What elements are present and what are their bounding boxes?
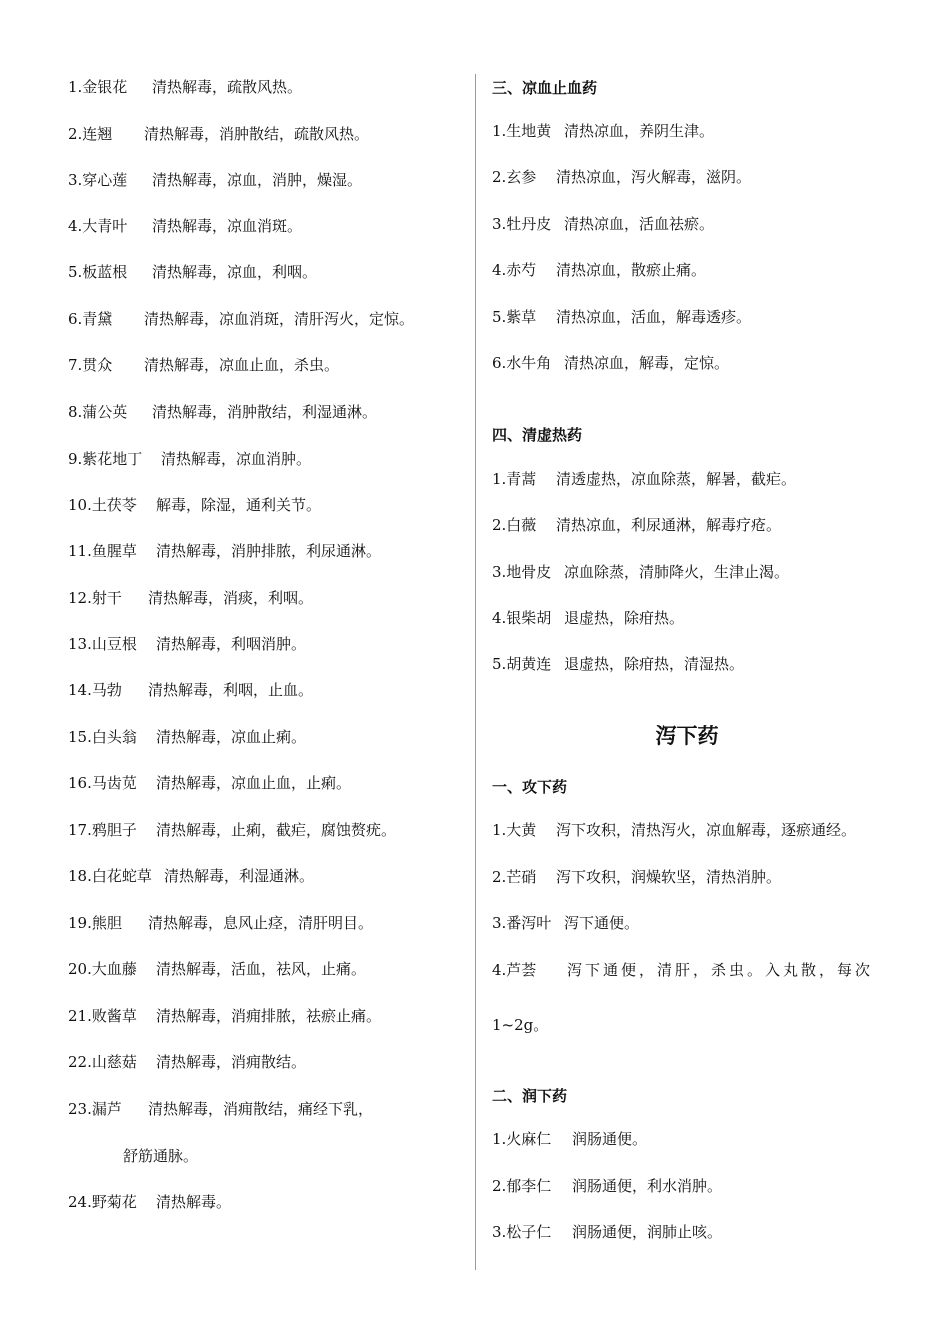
herb-effect: 凉血除蒸，清肺降火，生津止渴。 <box>564 563 790 581</box>
list-item <box>492 1176 722 1196</box>
herb-effect: 清热解毒，凉血，利咽。 <box>152 263 318 281</box>
herb-name: 5.板蓝根 <box>68 263 128 281</box>
herb-name: 13.山豆根 <box>68 635 137 653</box>
herb-name: 3.番泻叶 <box>492 914 552 932</box>
herb-name: 20.大血藤 <box>68 960 137 978</box>
herb-effect: 清热解毒，消肿排脓，利尿通淋。 <box>156 542 382 560</box>
herb-effect: 泻下攻积，润燥软坚，清热消肿。 <box>556 868 782 886</box>
herb-name: 4.大青叶 <box>68 217 128 235</box>
section-heading: 三、凉血止血药 <box>492 79 598 97</box>
list-item <box>492 867 781 887</box>
list-item <box>68 449 311 469</box>
list-item <box>492 960 873 980</box>
herb-name: 17.鸦胆子 <box>68 821 137 839</box>
list-item <box>68 216 302 236</box>
list-item <box>68 634 306 654</box>
list-item <box>492 654 744 674</box>
herb-effect: 清热解毒，消肿散结，利湿通淋。 <box>152 403 378 421</box>
herb-effect: 清热解毒，消痈散结，痛经下乳， <box>148 1100 374 1118</box>
herb-effect: 润肠通便。 <box>572 1130 648 1148</box>
herb-name: 8.蒲公英 <box>68 403 128 421</box>
herb-effect: 清热解毒，凉血消斑。 <box>152 217 303 235</box>
herb-effect: 清热解毒，凉血止血，杀虫。 <box>144 356 340 374</box>
section-heading: 二、润下药 <box>492 1087 568 1105</box>
herb-name: 1.青蒿 <box>492 470 537 488</box>
herb-name: 16.马齿苋 <box>68 774 137 792</box>
herb-name: 4.芦荟 <box>492 961 537 979</box>
herb-name: 22.山慈菇 <box>68 1053 137 1071</box>
herb-name: 3.穿心莲 <box>68 171 128 189</box>
herb-effect: 润肠通便，利水消肿。 <box>572 1177 723 1195</box>
herb-effect: 泻下通便，清肝，杀虫。入丸散，每次 <box>567 961 874 979</box>
herb-name: 2.连翘 <box>68 125 113 143</box>
list-item <box>68 1006 381 1026</box>
herb-effect: 清热凉血，养阴生津。 <box>564 122 715 140</box>
chapter-title: 泻下药 <box>655 724 719 748</box>
herb-effect: 清热解毒，凉血止痢。 <box>156 728 307 746</box>
herb-name: 3.松子仁 <box>492 1223 552 1241</box>
list-item <box>492 167 751 187</box>
herb-name: 11.鱼腥草 <box>68 542 137 560</box>
herb-effect: 润肠通便，润肺止咳。 <box>572 1223 723 1241</box>
list-item <box>68 495 321 515</box>
herb-effect: 退虚热，除疳热。 <box>564 609 685 627</box>
herb-name: 1.火麻仁 <box>492 1130 552 1148</box>
herb-effect: 清透虚热，凉血除蒸，解暑，截疟。 <box>556 470 797 488</box>
herb-name: 5.胡黄连 <box>492 655 552 673</box>
herb-effect: 清热凉血，活血祛瘀。 <box>564 215 715 233</box>
herb-name: 5.紫草 <box>492 308 537 326</box>
list-item-continuation <box>492 1015 548 1035</box>
herb-effect: 解毒，除湿，通利关节。 <box>156 496 322 514</box>
herb-effect: 清热解毒，疏散风热。 <box>152 78 303 96</box>
list-item <box>492 608 684 628</box>
list-item <box>492 1129 647 1149</box>
herb-name: 14.马勃 <box>68 681 122 699</box>
list-item <box>68 170 362 190</box>
list-item <box>492 353 729 373</box>
herb-effect: 舒筋通脉。 <box>123 1147 199 1165</box>
herb-name: 23.漏芦 <box>68 1100 122 1118</box>
herb-effect: 1~2g。 <box>492 1016 549 1034</box>
list-item <box>68 773 351 793</box>
list-item <box>492 260 706 280</box>
list-item <box>68 309 414 329</box>
herb-name: 1.大黄 <box>492 821 537 839</box>
herb-name: 6.青黛 <box>68 310 113 328</box>
list-item <box>492 820 856 840</box>
herb-name: 3.地骨皮 <box>492 563 552 581</box>
list-item <box>492 121 714 141</box>
list-item <box>68 262 317 282</box>
herb-effect: 清热解毒，利咽，止血。 <box>148 681 314 699</box>
herb-name: 2.芒硝 <box>492 868 537 886</box>
list-item <box>68 820 396 840</box>
herb-effect: 清热解毒，利湿通淋。 <box>164 867 315 885</box>
list-item-continuation <box>68 1146 198 1166</box>
herb-name: 19.熊胆 <box>68 914 122 932</box>
list-item <box>68 355 339 375</box>
herb-effect: 清热解毒，活血，祛风，止痛。 <box>156 960 367 978</box>
list-item <box>68 77 302 97</box>
herb-effect: 清热凉血，活血，解毒透疹。 <box>556 308 752 326</box>
list-item <box>68 1192 231 1212</box>
list-item <box>68 541 381 561</box>
herb-effect: 泻下攻积，清热泻火，凉血解毒，逐瘀通经。 <box>556 821 857 839</box>
herb-name: 4.赤芍 <box>492 261 537 279</box>
herb-effect: 清热解毒，消痰，利咽。 <box>148 589 314 607</box>
herb-name: 1.金银花 <box>68 78 128 96</box>
list-item <box>68 913 373 933</box>
herb-name: 4.银柴胡 <box>492 609 552 627</box>
herb-name: 1.生地黄 <box>492 122 552 140</box>
herb-effect: 清热解毒，凉血，消肿，燥湿。 <box>152 171 363 189</box>
list-item <box>492 1222 722 1242</box>
list-item <box>68 866 314 886</box>
herb-effect: 清热解毒，利咽消肿。 <box>156 635 307 653</box>
herb-effect: 清热解毒，息风止痉，清肝明目。 <box>148 914 374 932</box>
list-item <box>492 913 639 933</box>
herb-name: 21.败酱草 <box>68 1007 137 1025</box>
herb-name: 15.白头翁 <box>68 728 137 746</box>
list-item <box>68 680 313 700</box>
herb-effect: 清热解毒，凉血消斑，清肝泻火，定惊。 <box>144 310 415 328</box>
herb-name: 9.紫花地丁 <box>68 450 143 468</box>
herb-name: 10.土茯苓 <box>68 496 137 514</box>
list-item <box>492 515 781 535</box>
list-item <box>492 469 796 489</box>
herb-effect: 清热凉血，利尿通淋，解毒疗疮。 <box>556 516 782 534</box>
herb-effect: 清热解毒。 <box>156 1193 232 1211</box>
list-item <box>68 124 369 144</box>
list-item <box>68 727 306 747</box>
herb-effect: 清热解毒，凉血消肿。 <box>161 450 312 468</box>
herb-effect: 清热凉血，散瘀止痛。 <box>556 261 707 279</box>
list-item <box>68 402 377 422</box>
list-item <box>68 588 313 608</box>
section-heading: 四、清虚热药 <box>492 426 583 444</box>
list-item <box>492 307 751 327</box>
herb-effect: 清热解毒，止痢，截疟，腐蚀赘疣。 <box>156 821 397 839</box>
herb-effect: 清热解毒，消肿散结，疏散风热。 <box>144 125 370 143</box>
list-item <box>68 1099 373 1119</box>
herb-name: 24.野菊花 <box>68 1193 137 1211</box>
herb-name: 7.贯众 <box>68 356 113 374</box>
herb-effect: 清热凉血，解毒，定惊。 <box>564 354 730 372</box>
herb-name: 3.牡丹皮 <box>492 215 552 233</box>
column-divider <box>475 74 476 1270</box>
herb-effect: 清热解毒，凉血止血，止痢。 <box>156 774 352 792</box>
herb-name: 2.白薇 <box>492 516 537 534</box>
herb-effect: 清热解毒，消痈散结。 <box>156 1053 307 1071</box>
list-item <box>68 1052 306 1072</box>
herb-name: 2.郁李仁 <box>492 1177 552 1195</box>
list-item <box>492 562 789 582</box>
herb-name: 18.白花蛇草 <box>68 867 152 885</box>
herb-name: 6.水牛角 <box>492 354 552 372</box>
list-item <box>492 214 714 234</box>
list-item <box>68 959 366 979</box>
herb-effect: 清热解毒，消痈排脓，祛瘀止痛。 <box>156 1007 382 1025</box>
section-heading: 一、攻下药 <box>492 778 568 796</box>
herb-name: 12.射干 <box>68 589 122 607</box>
herb-name: 2.玄参 <box>492 168 537 186</box>
herb-effect: 清热凉血，泻火解毒，滋阴。 <box>556 168 752 186</box>
herb-effect: 退虚热，除疳热，清湿热。 <box>564 655 745 673</box>
herb-effect: 泻下通便。 <box>564 914 640 932</box>
